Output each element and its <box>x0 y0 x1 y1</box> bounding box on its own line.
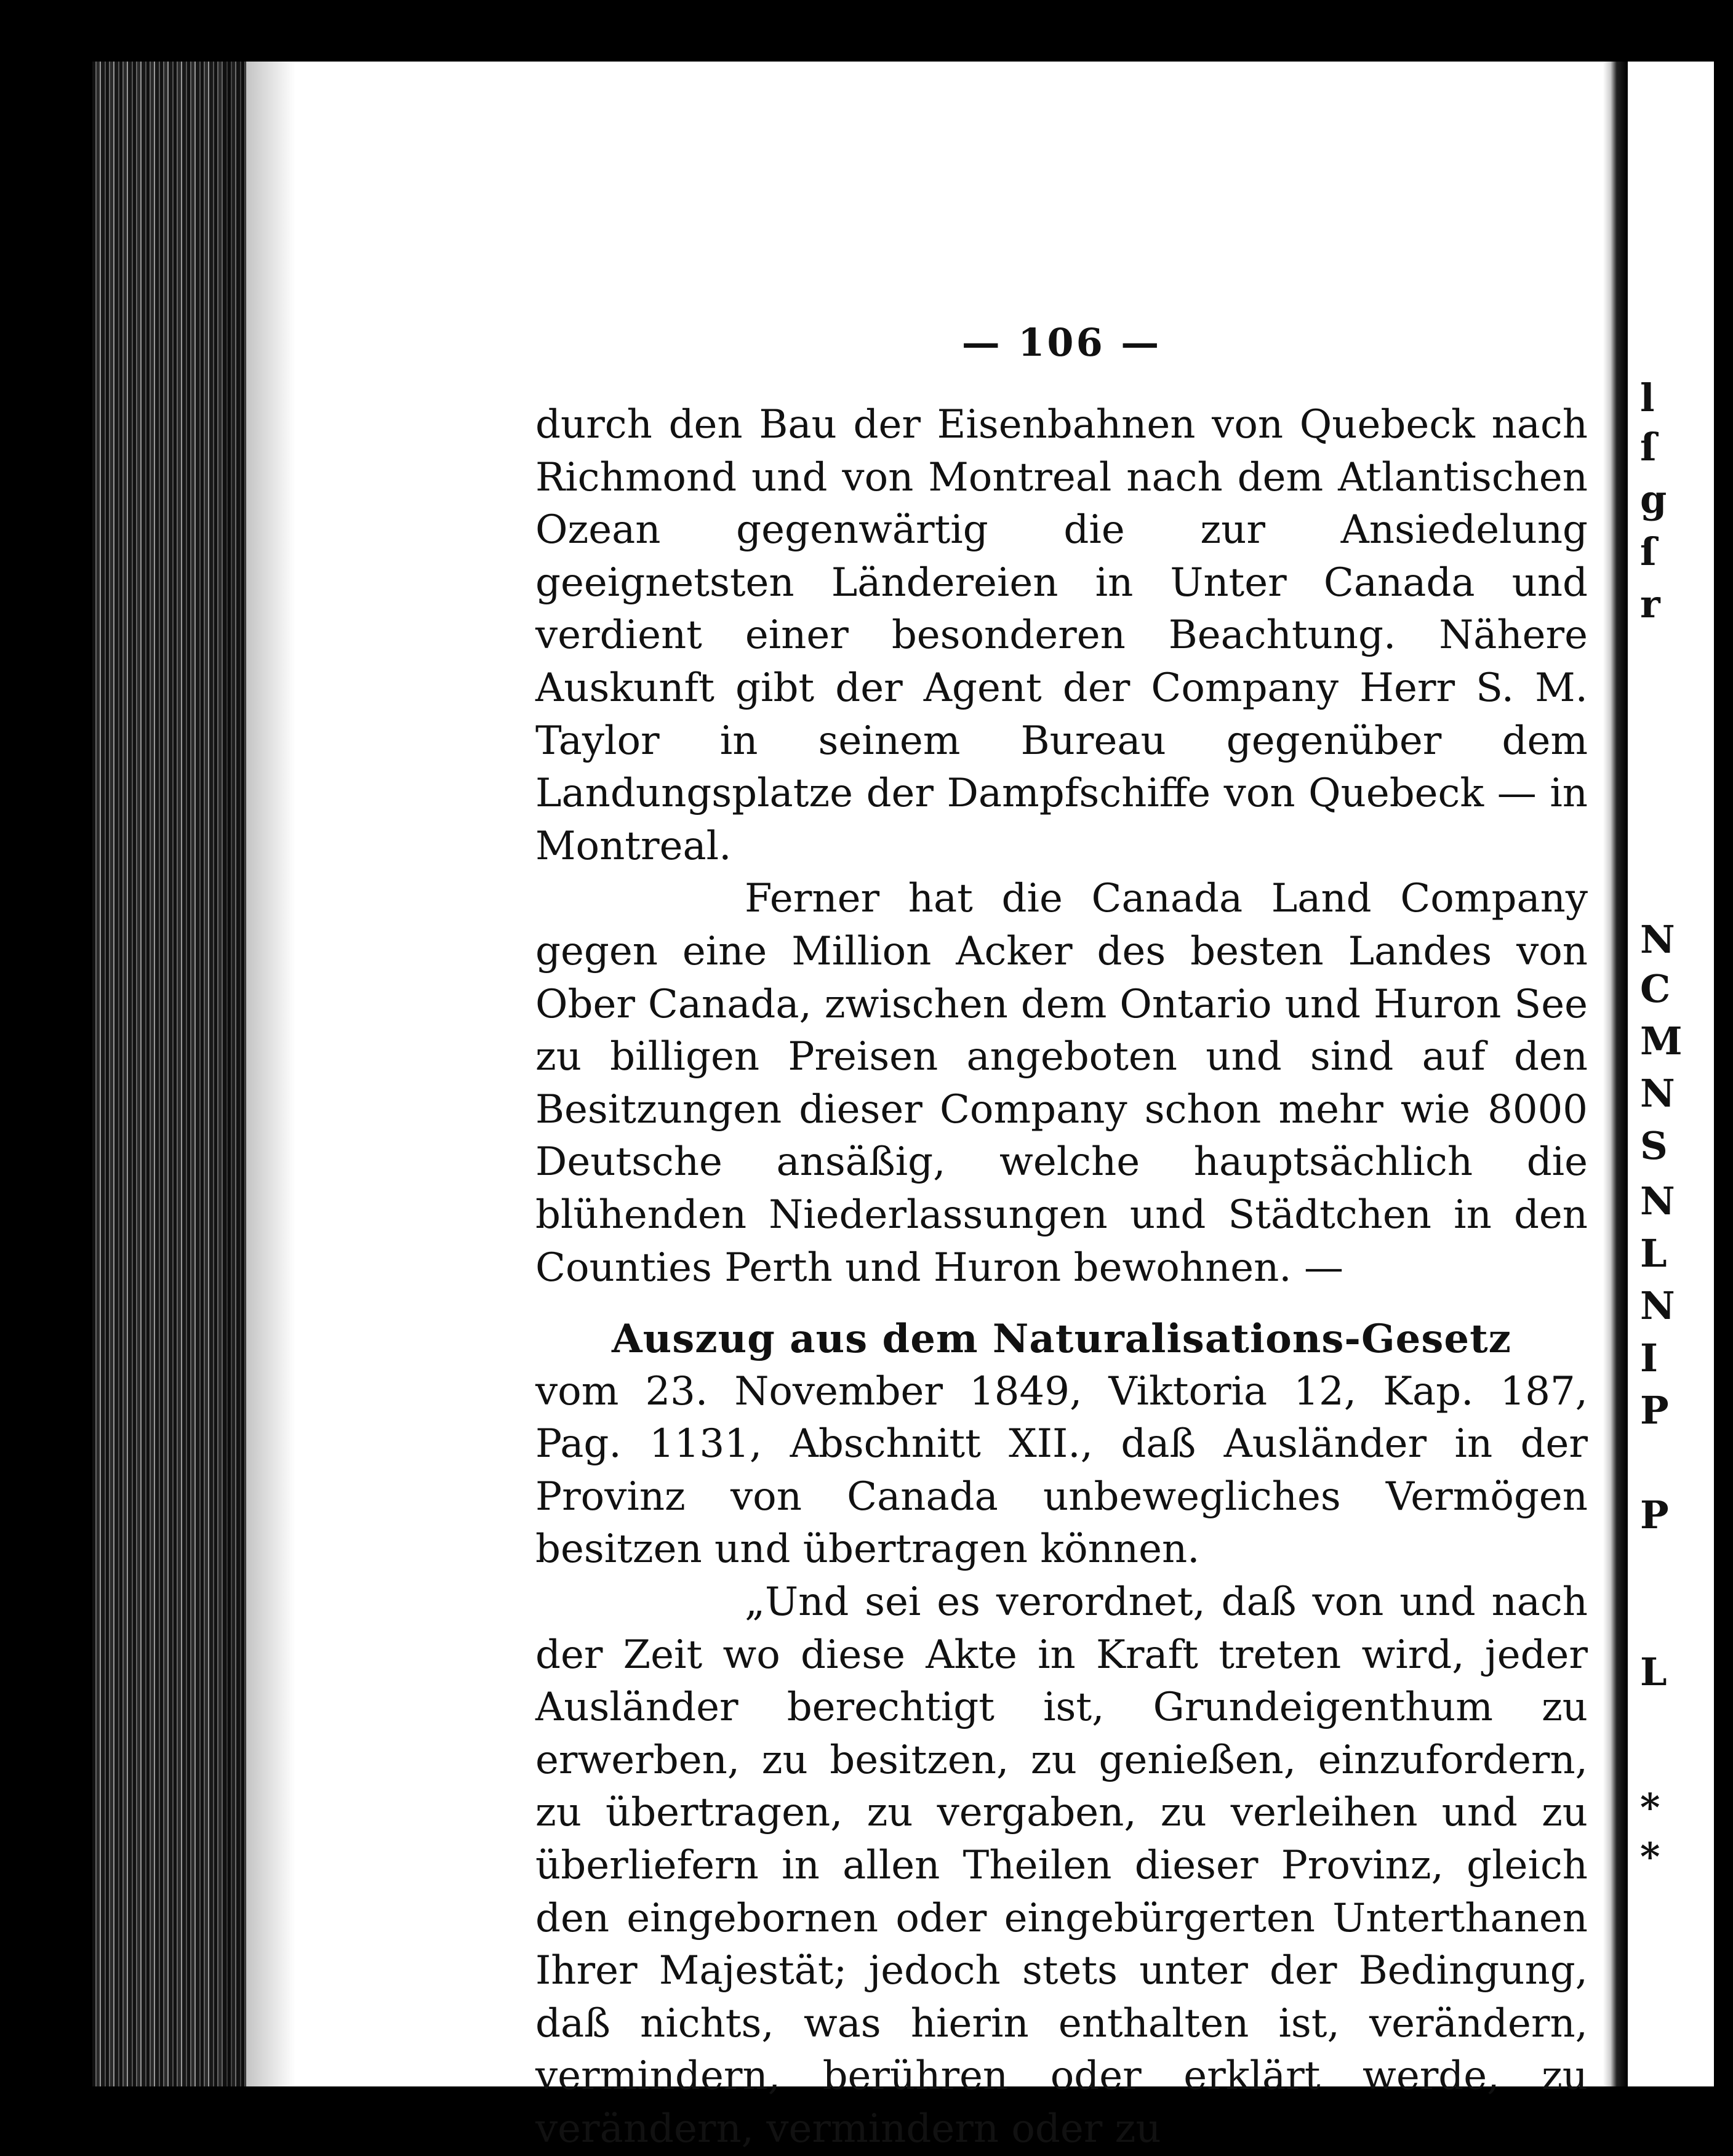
next-page-fragment: r <box>1640 582 1660 627</box>
next-page-fragment: M <box>1640 1019 1683 1064</box>
next-page-fragment: C <box>1640 966 1671 1011</box>
next-page-edge <box>1628 62 1714 2086</box>
next-page-fragment: P <box>1640 1493 1669 1537</box>
next-page-fragment: I <box>1640 1336 1659 1381</box>
next-page-fragment: l <box>1640 375 1655 420</box>
book-gutter <box>1603 62 1628 2086</box>
next-page-fragment: N <box>1640 1283 1675 1328</box>
page-number: — 106 — <box>961 320 1162 365</box>
book-page <box>535 123 1588 2156</box>
law-quote: „Und sei es verordnet, daß von und nach der Zeit wo diese Akte in Kraft treten wird, jeder Ausländer berechtigt ist, Grundeigenthum zu erwerben, zu besitzen, zu genießen, einzufordern, zu übertragen, zu vergaben, zu verleihen und zu überliefern in allen Theilen dieser Provinz, gleich den eingebornen oder eingebürgerten Unterthanen Ihrer Majestät; jedoch stets unter der Bedingung, daß nichts, was hierin enthalten ist, verändern, vermindern, berühren oder erklärt werde, zu verändern, vermindern oder zu <box>535 1579 1588 2152</box>
next-page-fragment: g <box>1640 477 1667 522</box>
next-page-fragment: L <box>1640 1649 1667 1694</box>
next-page-fragment: ſ <box>1640 425 1657 470</box>
next-page-fragment: * <box>1640 1785 1660 1830</box>
next-page-fragment: S <box>1640 1123 1668 1168</box>
section-heading: Auszug aus dem Naturalisations-Gesetz <box>612 1316 1511 1363</box>
next-page-fragment: ſ <box>1640 529 1657 574</box>
page-edge-stack <box>92 62 246 2086</box>
next-page-fragment: L <box>1640 1231 1667 1276</box>
next-page-fragment: N <box>1640 1179 1675 1224</box>
next-page-fragment: N <box>1640 1071 1675 1116</box>
next-page-fragment: N <box>1640 917 1675 962</box>
next-page-fragment: P <box>1640 1388 1669 1433</box>
paragraph-railways: durch den Bau der Eisenbahnen von Quebeck nach Richmond und von Montreal nach dem Atlantischen Ozean gegenwärtig die zur Ansiedelung geeignetsten Ländereien in Unter Canada und verdient einer besonderen Beachtung. Nähere Auskunft gibt der Agent der Company Herr S. M. Taylor in seinem Bureau gegenüber dem Landungsplatze der Dampfschiffe von Quebeck — in Montreal. <box>535 402 1588 869</box>
law-intro: vom 23. November 1849, Viktoria 12, Kap. 187, Pag. 1131, Abschnitt XII., daß Ausländer in der Provinz von Canada unbewegliches Vermögen besitzen und übertragen können. <box>535 1368 1588 1573</box>
open-book <box>92 62 1683 2152</box>
paragraph-canada-land-company: Ferner hat die Canada Land Company gegen eine Million Acker des besten Landes von Ober Canada, zwischen dem Ontario und Huron See zu billigen Preisen angeboten und sind auf den Besitzungen dieser Company schon mehr wie 8000 Deutsche ansäßig, welche hauptsächlich die blühenden Niederlassungen und Städtchen in den Counties Perth und Huron bewohnen. — <box>535 876 1588 1291</box>
next-page-fragment: * <box>1640 1834 1660 1879</box>
